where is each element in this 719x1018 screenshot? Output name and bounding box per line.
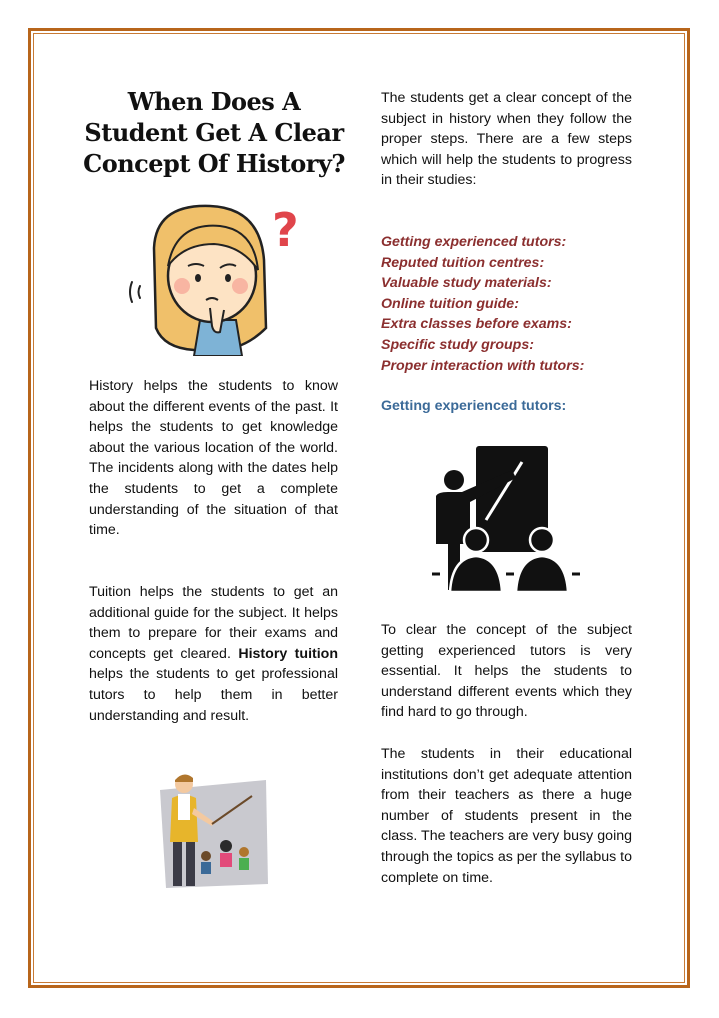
list-item: Reputed tuition centres: — [381, 254, 545, 271]
tuition-paragraph — [89, 582, 338, 726]
list-item: Proper interaction with tutors: — [381, 357, 585, 374]
list-item: Online tuition guide: — [381, 295, 519, 312]
question-mark-icon: ? — [272, 203, 299, 257]
list-item: Valuable study materials: — [381, 275, 552, 292]
list-item: Specific study groups: — [381, 336, 534, 353]
page-title: When Does A Student Get A Clear Concept Of History? — [83, 87, 345, 178]
thinking-girl-illustration — [124, 200, 304, 356]
section-heading: Getting experienced tutors: — [381, 398, 567, 414]
history-paragraph: History helps the students to know about the different events of the past. It helps the students to get knowledge about the various location of the world. The incidents along with the dates help the students to get a complete understanding of the situation of that time. — [89, 378, 338, 539]
intro-paragraph: The students get a clear concept of the subject in history when they follow the proper steps. There are a few steps which will help the students to progress in their studies: — [381, 90, 632, 189]
steps-list — [381, 232, 641, 376]
teacher-classroom-icon — [426, 440, 586, 592]
tuition-text-before: Tuition helps the students to get an additional guide for the subject. It helps them to prepare for their exams and concepts get cleared. — [89, 584, 338, 662]
institutions-paragraph: The students in their educational institutions don’t get adequate attention from their teachers as there a huge number of students present in the class. The teachers are very busy going through the topics as per the syllabus to complete on time. — [381, 746, 632, 886]
list-item: Getting experienced tutors: — [381, 234, 567, 250]
tutors-paragraph: To clear the concept of the subject getting experienced tutors is very essential. It helps the students to understand different events which they find hard to go through. — [381, 622, 632, 721]
motion-lines — [130, 282, 140, 302]
tuition-text-after: helps the students to get professional tutors to help them in better understanding and result. — [89, 666, 338, 724]
history-tuition-link[interactable]: History tuition — [238, 645, 339, 662]
teacher-kids-illustration — [156, 768, 270, 892]
list-item: Extra classes before exams: — [381, 316, 572, 333]
